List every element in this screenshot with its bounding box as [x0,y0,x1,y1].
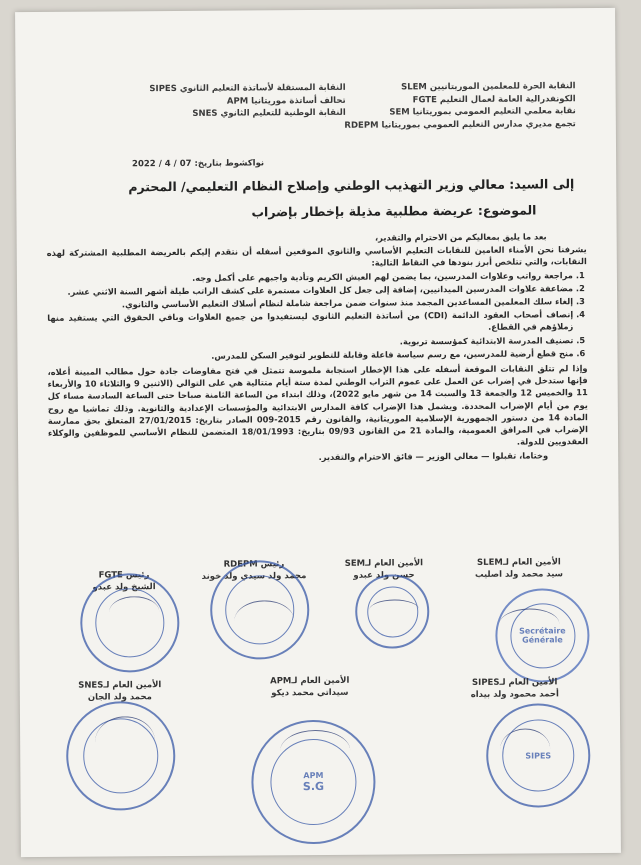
signature-title: الأمين العام لـSEM [344,558,424,569]
list-item: 4. إنصاف أصحاب العقود الدائمة (CDI) من أساتذة التعليم الثانوي ليستفيدوا من جميع العلاوات وباقي الحقوق التي يستفيد منها زملاؤهم في القطاع. [47,308,573,336]
signature-apm [250,675,370,700]
strike-paragraph: وإذا لم تتلق النقابات الموقعة أسفله على هذا الإخطار استجابة ملموسة تتمثل في فتح مفاوضات جادة حول مطالب المبينة أعلاه، فإنها ستدخل في إضراب عن العمل على عموم التراب الوطني لمدة ستة أيام متتالية هي على التوالي (الاثنين 9 والثلاثاء 10 والأربعاء 11 والخميس 12 والجمعة 13 والسبت 14 من شهر مايو 2022)، وذلك ابتداء من الساعة الثامنة صباحا حتى الساعة السادسة مساء كل يوم من أيام الإضراب المحددة. ويشمل هذا الإضراب كافة المدارس الابتدائية والمؤسسات الإعدادية والثانوية. وذلك تماشيا مع روح المادة 14 من دستور الجمهورية الإسلامية الموريتانية، والقانون رقم 2015-009 الصادر بتاريخ: 27/01/2015 المتعلق بحق ممارسة الإضراب في المرافق العمومية، والمادة 21 من القانون 09/93 بتاريخ: 18/01/1993 المتضمن للنظام الأساسي للموظفين والوكلاء العقدويين للدولة. [47,363,589,447]
signature-name: محمد ولد سيدي ولد خوند [201,571,307,582]
header-line: نقابة معلمي التعليم العمومي بموريتانيا SEM [389,106,576,118]
signature-title: رئيس FGTE [98,570,150,581]
addressee-line: إلى السيد: معالي وزير التهذيب الوطني وإصلاح النظام التعليمي/ المحترم [128,176,575,195]
demands-list [47,269,588,363]
signature-title: الأمين العام لـAPM [270,675,350,687]
list-item: 5. تصنيف المدرسة الابتدائية كمؤسسة تربوية. [47,334,573,350]
signature-slem [459,556,579,581]
stamp-text: Secrétaire Générale [510,603,575,668]
list-item: 6. منح قطع أرضية للمدرسين، مع رسم سياسة فاعلة وقابلة للتطوير لتوفير السكن للمدرس. [47,347,573,363]
signature-sipes [450,676,580,701]
list-item: 2. مضاعفة علاوات المدرسين الميدانيين، إضافة إلى جعل كل العلاوات مستمرة على كشف الراتب طيلة أشهر السنة الاثني عشر. [47,282,573,298]
header-unions-right [316,80,576,132]
signature-snes [65,679,175,704]
signature-name: محمد ولد الجان [87,692,152,703]
letter-body [47,230,589,466]
list-item: 1. مراجعة رواتب وعلاوات المدرسين، بما يضمن لهم العيش الكريم وتأدية واجبهم على أكمل وجه. [47,269,573,285]
stamp-text: APM [303,770,324,781]
signature-name: حسن ولد عبدو [353,570,415,581]
signature-title: رئيس RDEPM [223,559,285,570]
closing-line: وختاما، تقبلوا — معالي الوزير — فائق الاحترام والتقدير. [318,450,549,463]
signature-name: سيداتي محمد ديكو [271,687,349,699]
greeting: بعد ما يليق بمعاليكم من الاحترام والتقدير، [374,231,547,243]
signature-scribble [109,596,159,627]
signature-scribble [500,728,550,769]
header-unions-left [126,82,346,121]
header-line: النقابة الحرة للمعلمين الموريتانيين SLEM [401,81,576,93]
signature-title: الأمين العام لـSNES [78,680,162,691]
document-date: نواكشوط بتاريخ: 07 / 4 / 2022 [132,158,265,170]
signature-name: سيد محمد ولد اصليب [474,569,564,580]
stamp-text: SIPES [502,719,575,792]
signature-name: الشيخ ولد عبدو [92,582,156,593]
signature-name: أحمد محمود ولد بيداه [470,689,559,700]
signature-scribble [234,600,294,641]
list-item: 3. إلغاء سلك المعلمين المساعدين المجمد منذ سنوات ضمن مراجعة شاملة لنظام أسلاك التعليم الأساسي والثانوي. [47,295,573,311]
signature-title: الأمين العام لـSLEM [476,557,561,568]
document-page [15,8,621,857]
subject-line: الموضوع: عريضة مطلبية مذيلة بإخطار بإضراب [251,202,537,220]
header-line: النقابة المستقلة لأساتذة التعليم الثانوي SIPES [149,82,346,95]
stamp-text: S.G [302,779,325,794]
signature-title: الأمين العام لـSIPES [471,677,558,688]
intro-paragraph: يشرفنا نحن الأمناء العامين للنقابات التعليم الأساسي والثانوي الموقعين أسفله أن نتقدم إليكم بالعريضة المطلبية المشتركة لهذه النقابات، والتي تتلخص أبرز بنودها في النقاط التالية: [46,244,587,269]
signature-scribble [95,716,155,767]
header-line: الكونفدرالية العامة لعمال التعليم FGTE [412,93,576,105]
header-line: تجمع مديري مدارس التعليم العمومي بموريتانيا RDEPM [344,118,576,131]
header-line: النقابة الوطنية للتعليم الثانوي SNES [192,107,346,119]
header-line: تحالف أساتذة موريتانيا APM [226,95,346,107]
